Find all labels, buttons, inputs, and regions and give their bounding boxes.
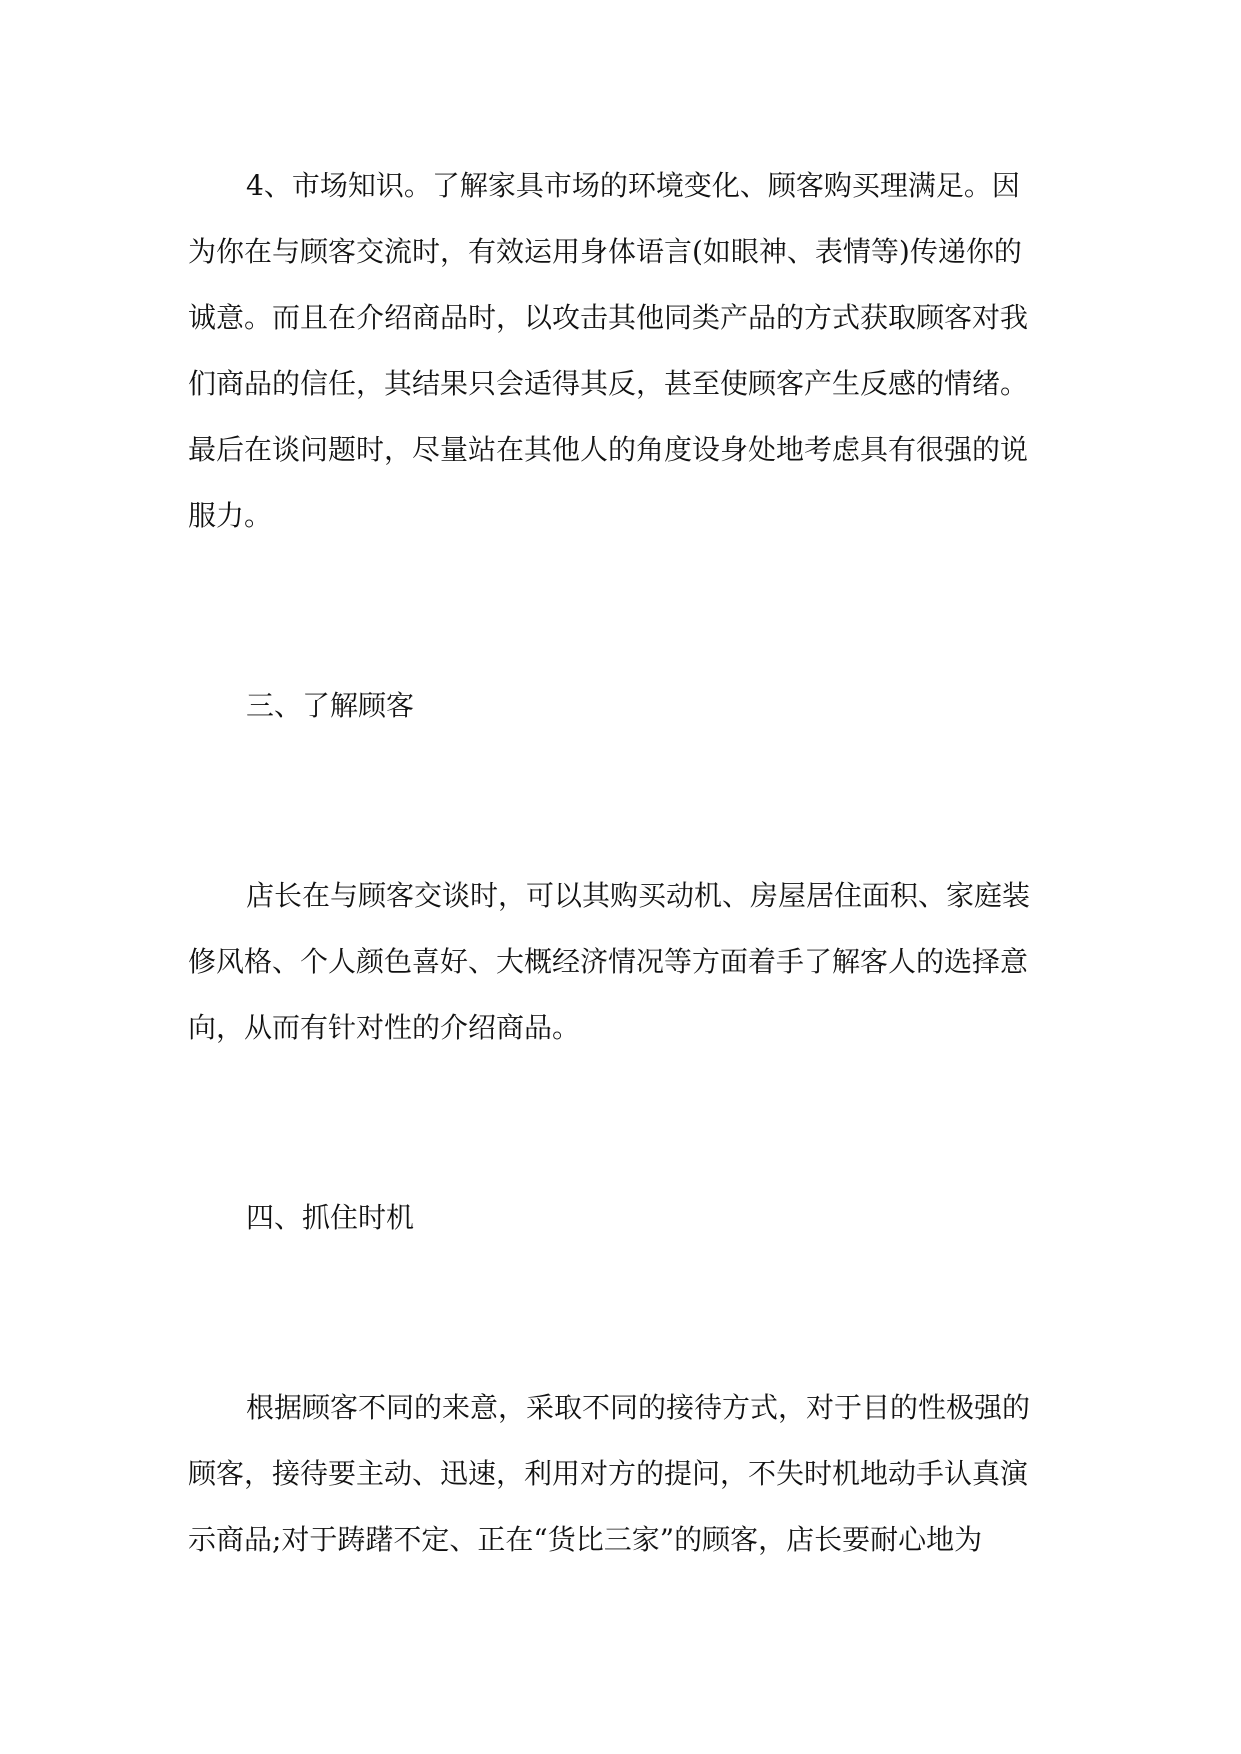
section-heading-4: 四、抓住时机 (246, 1201, 415, 1234)
paragraph-1-line-5: 最后在谈问题时，尽量站在其他人的角度设身处地考虑具有很强的说 (188, 433, 1029, 466)
paragraph-3-line-2: 顾客，接待要主动、迅速，利用对方的提问，不失时机地动手认真演 (188, 1457, 1029, 1490)
paragraph-2-line-2: 修风格、个人颜色喜好、大概经济情况等方面着手了解客人的选择意 (188, 945, 1029, 978)
paragraph-2-line-3: 向，从而有针对性的介绍商品。 (188, 1011, 581, 1044)
paragraph-1-line-3: 诚意。而且在介绍商品时，以攻击其他同类产品的方式获取顾客对我 (188, 301, 1029, 334)
paragraph-1-line-2: 为你在与顾客交流时，有效运用身体语言(如眼神、表情等)传递你的 (188, 235, 1022, 268)
section-heading-3: 三、了解顾客 (246, 689, 415, 722)
paragraph-1-line-4: 们商品的信任，其结果只会适得其反，甚至使顾客产生反感的情绪。 (188, 367, 1029, 400)
paragraph-1-line-1: 4、市场知识。了解家具市场的环境变化、顾客购买理满足。因 (246, 169, 1020, 202)
paragraph-3-line-1: 根据顾客不同的来意，采取不同的接待方式，对于目的性极强的 (246, 1391, 1031, 1424)
paragraph-3-line-3: 示商品;对于踌躇不定、正在“货比三家”的顾客，店长要耐心地为 (188, 1523, 983, 1556)
paragraph-2-line-1: 店长在与顾客交谈时，可以其购买动机、房屋居住面积、家庭装 (246, 879, 1031, 912)
paragraph-1-line-6: 服力。 (188, 499, 273, 532)
